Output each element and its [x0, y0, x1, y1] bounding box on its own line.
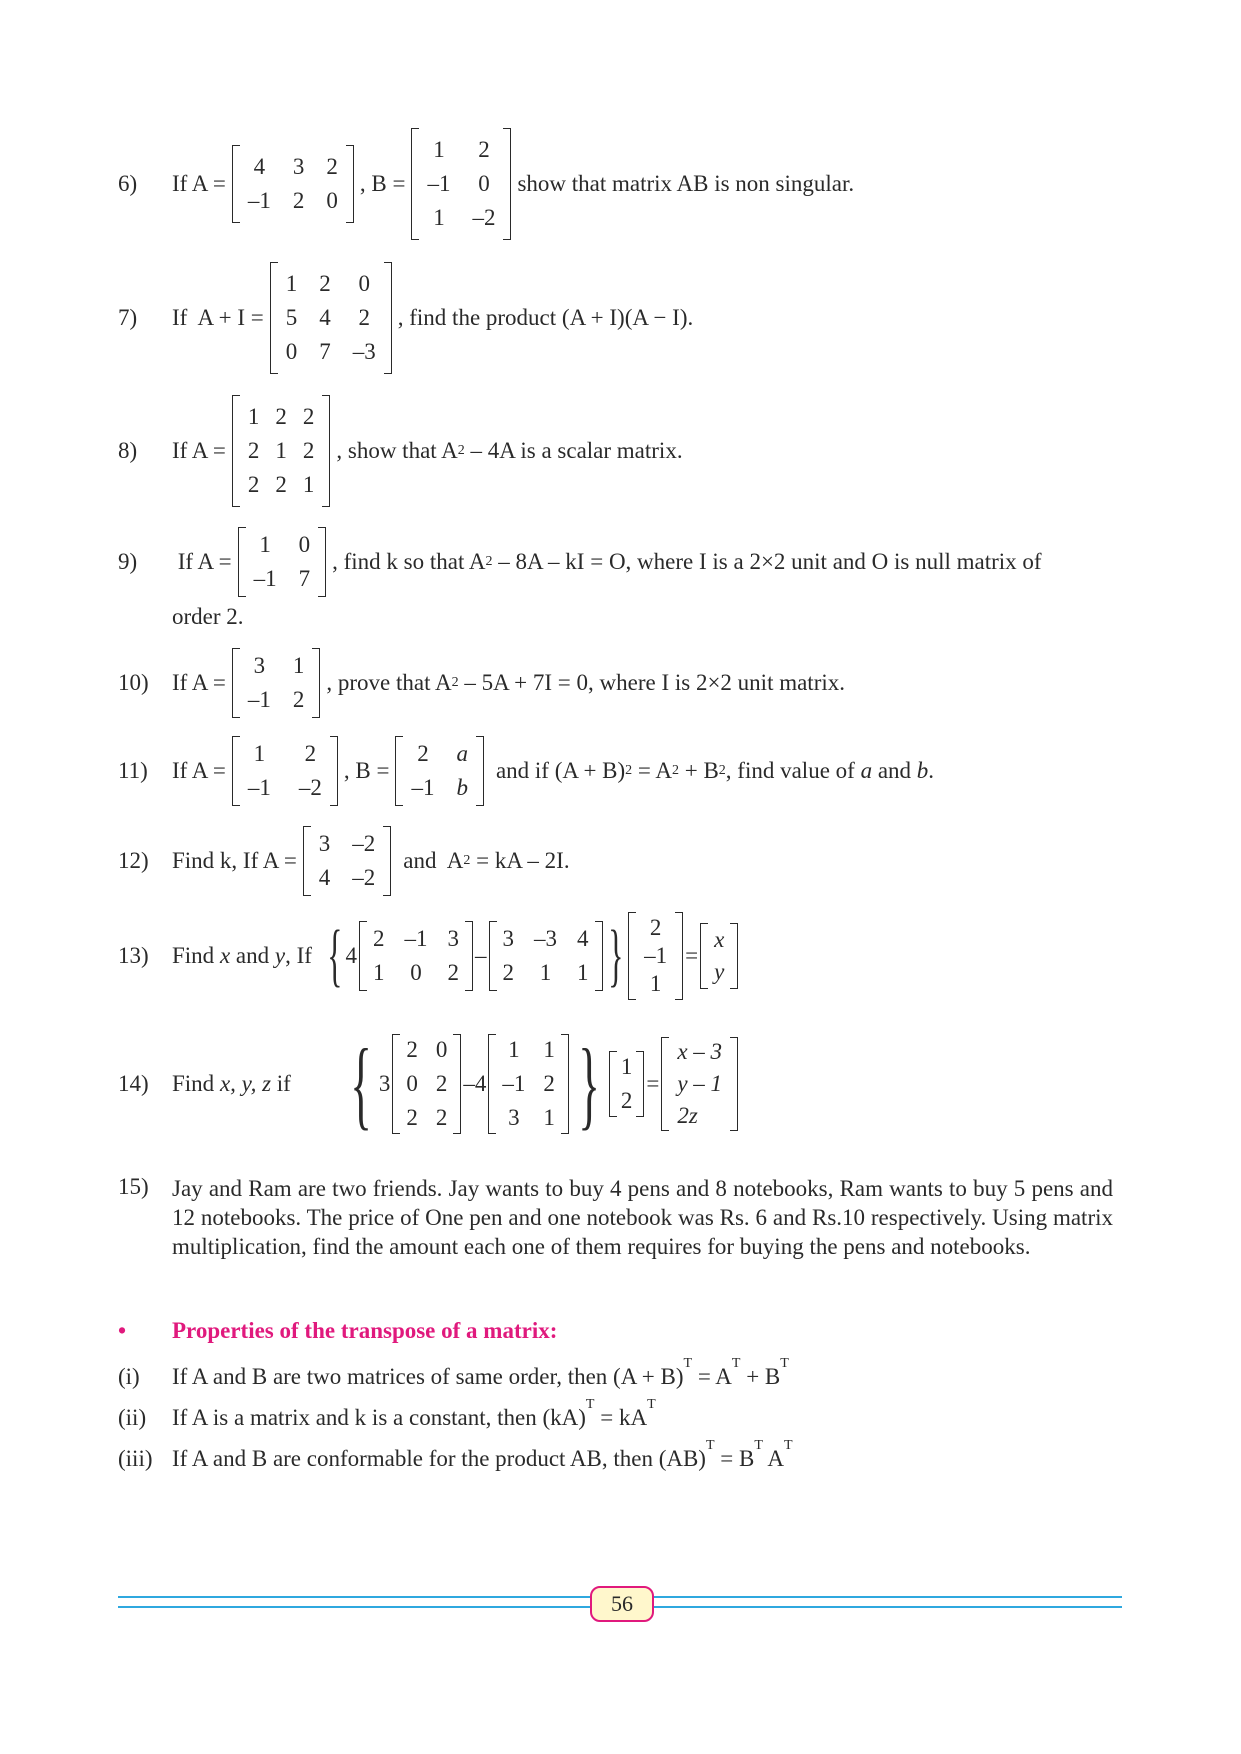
- question-text: , B =: [359, 171, 406, 196]
- question-text: If A + I =: [172, 305, 264, 330]
- matrix-m2: 1 1 –1 2 3 1: [488, 1034, 569, 1134]
- question-13: 13) Find x and y , If { 4 2 –1 3 1 0 2 – 3 –3 4 2 1 1 } 2 –1 1 = x y: [118, 912, 1131, 1000]
- matrix-a: 4 3 2 –1 2 0: [232, 145, 354, 223]
- question-12: 12) Find k, If A = 3 –2 4 –2 and A 2 = kA – 2I.: [118, 826, 1131, 896]
- question-number: 14): [118, 1071, 149, 1096]
- question-number: 6): [118, 171, 138, 196]
- vector-result: x – 3 y – 1 2z: [661, 1037, 738, 1131]
- question-number: 15): [118, 1174, 149, 1199]
- matrix-b: 2 a –1 b: [395, 736, 484, 806]
- question-text: , find the product (A + I)(A − I).: [397, 305, 694, 330]
- question-9: 9) If A = 1 0 –1 7 , find k so that A 2 – 8A – kI = O, where I is a 2×2 unit and O is null matrix of: [118, 527, 1131, 597]
- matrix-a: 1 2 2 2 1 2 2 2 1: [232, 395, 331, 507]
- bullet: •: [118, 1318, 127, 1343]
- question-text: If A =: [172, 670, 226, 695]
- property-item: (iii) If A and B are conformable for the product AB, then (AB) T = B T A T: [118, 1438, 793, 1471]
- matrix-a: 1 2 –1 –2: [232, 736, 338, 806]
- matrix-b: 1 2 –1 0 1 –2: [411, 128, 511, 240]
- question-6: [118, 128, 1131, 240]
- question-text: If A =: [172, 438, 226, 463]
- question-number: 12): [118, 848, 149, 873]
- question-7: [118, 262, 1131, 374]
- vector-v: 2 –1 1: [628, 912, 683, 1000]
- question-text: Find k, If A =: [172, 848, 297, 873]
- question-number: 8): [118, 438, 138, 463]
- question-15-text: Jay and Ram are two friends. Jay wants to buy 4 pens and 8 notebooks, Ram wants to buy 5 pens and 12 notebooks. The price of One pen and one notebook was Rs. 6 and Rs.10 respectively. Using matrix multiplication, find the amount each one of them requires for buying the pens and notebooks.: [172, 1176, 1113, 1259]
- matrix-a-plus-i: 1 2 0 5 4 2 0 7 –3: [270, 262, 392, 374]
- matrix-a: 1 0 –1 7: [238, 527, 327, 597]
- question-11: 11) If A = 1 2 –1 –2 , B = 2 a –1 b and if (A + B) 2 = A 2 + B 2 , find value of a and b .: [118, 736, 1131, 806]
- matrix-a: 3 1 –1 2: [232, 648, 321, 718]
- question-8: 8) If A = 1 2 2 2 1 2 2 2 1 , show that A 2 – 4A is a scalar matrix.: [118, 395, 1131, 507]
- question-14: 14) Find x, y, z if { 3 2 0 0 2 2 2 –4 1 1 –1 2 3 1 } 1 2 = x – 3 y – 1 2z: [118, 1034, 1131, 1134]
- question-number: 7): [118, 305, 138, 330]
- question-text: If A =: [172, 171, 226, 196]
- question-9-continuation: order 2.: [172, 604, 244, 629]
- vector-v: 1 2: [609, 1051, 645, 1117]
- question-number: 11): [118, 758, 148, 783]
- question-text: If A =: [172, 549, 232, 574]
- matrix-m1: 2 0 0 2 2 2: [392, 1034, 461, 1134]
- question-number: 10): [118, 670, 149, 695]
- page-number: 56: [590, 1586, 654, 1622]
- matrix-m2: 3 –3 4 2 1 1: [489, 921, 603, 991]
- question-10: 10) If A = 3 1 –1 2 , prove that A 2 – 5A + 7I = 0, where I is 2×2 unit matrix.: [118, 648, 1131, 718]
- section-heading: • Properties of the transpose of a matrix:: [118, 1318, 558, 1343]
- vector-result: x y: [700, 923, 738, 989]
- question-number: 13): [118, 943, 149, 968]
- property-item: (i) If A and B are two matrices of same order, then (A + B) T = A T + B T: [118, 1356, 789, 1389]
- question-text: show that matrix AB is non singular.: [517, 171, 855, 196]
- question-number: 9): [118, 549, 138, 574]
- matrix-a: 3 –2 4 –2: [303, 826, 392, 896]
- property-item: (ii) If A is a matrix and k is a constant, then (kA) T = kA T: [118, 1397, 656, 1430]
- question-text: If A =: [172, 758, 226, 783]
- matrix-m1: 2 –1 3 1 0 2: [359, 921, 473, 991]
